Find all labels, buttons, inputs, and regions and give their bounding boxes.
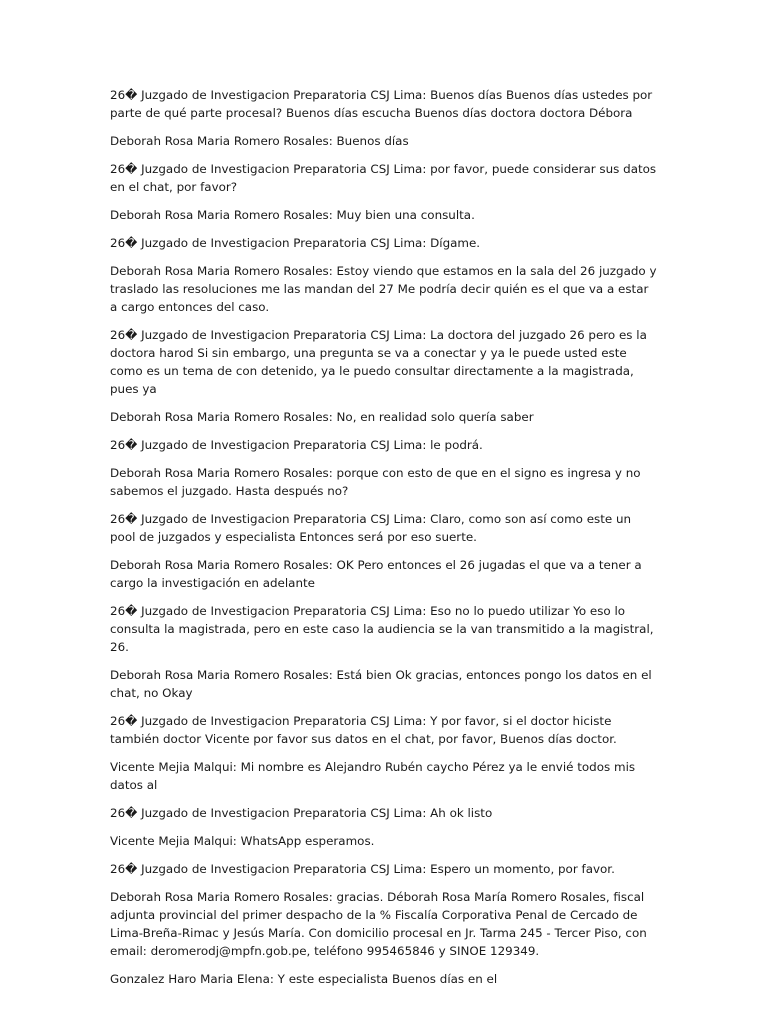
transcript-paragraph: Deborah Rosa Maria Romero Rosales: Buenos días bbox=[110, 134, 409, 148]
transcript-paragraph: Deborah Rosa Maria Romero Rosales: OK Pero entonces el 26 jugadas el que va a tener a cargo la investigación en adelante bbox=[110, 558, 642, 590]
transcript-paragraph: 26� Juzgado de Investigacion Preparatoria CSJ Lima: Y por favor, si el doctor hiciste también doctor Vicente por favor sus datos en el chat, por favor, Buenos días doctor. bbox=[110, 714, 617, 746]
transcript-paragraph: Deborah Rosa Maria Romero Rosales: Estoy viendo que estamos en la sala del 26 juzgado y traslado las resoluciones me las mandan del 27 Me podría decir quién es el que va a estar a cargo entonces del caso. bbox=[110, 264, 657, 314]
transcript-paragraph: 26� Juzgado de Investigacion Preparatoria CSJ Lima: Ah ok listo bbox=[110, 806, 493, 820]
transcript-paragraph: 26� Juzgado de Investigacion Preparatoria CSJ Lima: Claro, como son así como este un pool de juzgados y especialista Entonces será por eso suerte. bbox=[110, 512, 632, 544]
transcript-paragraph: Gonzalez Haro Maria Elena: Y este especialista Buenos días en el bbox=[110, 972, 498, 986]
transcript-paragraph: 26� Juzgado de Investigacion Preparatoria CSJ Lima: La doctora del juzgado 26 pero es la doctora harod Si sin embargo, una pregunta se va a conectar y ya le puede usted este como es un tema de con detenido, ya le puedo consultar directamente a la magistrada, pues ya bbox=[110, 328, 647, 396]
transcript-paragraph: Vicente Mejia Malqui: WhatsApp esperamos. bbox=[110, 834, 375, 848]
transcript-paragraph: Deborah Rosa Maria Romero Rosales: porque con esto de que en el signo es ingresa y no sabemos el juzgado. Hasta después no? bbox=[110, 466, 641, 498]
transcript-paragraph: 26� Juzgado de Investigacion Preparatoria CSJ Lima: Buenos días Buenos días ustedes por parte de qué parte procesal? Buenos días escucha Buenos días doctora doctora Débora bbox=[110, 88, 653, 120]
transcript-paragraph: 26� Juzgado de Investigacion Preparatoria CSJ Lima: Eso no lo puedo utilizar Yo eso lo consulta la magistrada, pero en este caso la audiencia se la van transmitido a la magistral, 26. bbox=[110, 604, 654, 654]
transcript-paragraph: Deborah Rosa Maria Romero Rosales: No, en realidad solo quería saber bbox=[110, 410, 534, 424]
chat-transcript bbox=[110, 86, 658, 998]
transcript-paragraph: 26� Juzgado de Investigacion Preparatoria CSJ Lima: Espero un momento, por favor. bbox=[110, 862, 615, 876]
transcript-paragraph: 26� Juzgado de Investigacion Preparatoria CSJ Lima: le podrá. bbox=[110, 438, 483, 452]
transcript-paragraph: Deborah Rosa Maria Romero Rosales: Está bien Ok gracias, entonces pongo los datos en el chat, no Okay bbox=[110, 668, 652, 700]
transcript-paragraph: Deborah Rosa Maria Romero Rosales: gracias. Déborah Rosa María Romero Rosales, fiscal adjunta provincial del primer despacho de la % Fiscalía Corporativa Penal de Cercado de Lima-Breña-Rimac y Jesús María. Con domicilio procesal en Jr. Tarma 245 - Tercer Piso, con email: deromerodj@mpfn.gob.pe, teléfono 995465846 y SINOE 129349. bbox=[110, 890, 647, 958]
transcript-paragraph: 26� Juzgado de Investigacion Preparatoria CSJ Lima: Dígame. bbox=[110, 236, 481, 250]
transcript-paragraph: Deborah Rosa Maria Romero Rosales: Muy bien una consulta. bbox=[110, 208, 475, 222]
transcript-paragraph: 26� Juzgado de Investigacion Preparatoria CSJ Lima: por favor, puede considerar sus datos en el chat, por favor? bbox=[110, 162, 657, 194]
transcript-paragraph: Vicente Mejia Malqui: Mi nombre es Alejandro Rubén caycho Pérez ya le envié todos mis datos al bbox=[110, 760, 636, 792]
